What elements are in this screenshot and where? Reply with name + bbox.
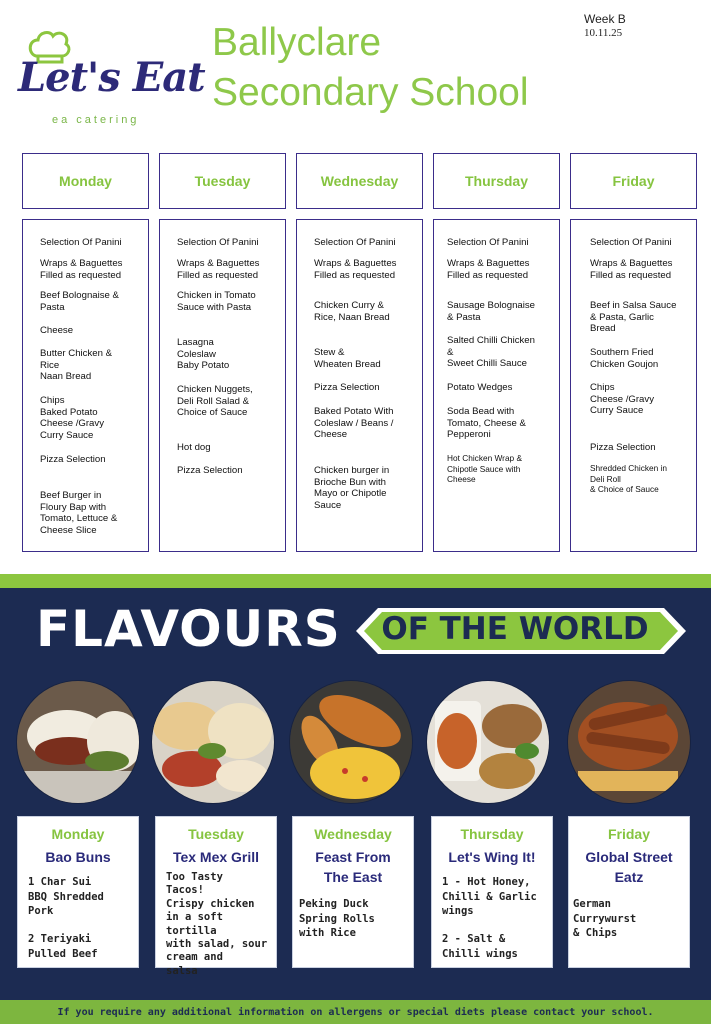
card-item: German Currywurst & Chips [573, 898, 637, 939]
menu-item: Baked Potato With Coleslaw / Beans / Cheese [314, 406, 394, 441]
menu-box-wednesday [296, 219, 423, 552]
menu-item: Soda Bead with Tomato, Cheese & Pepperoni [447, 406, 526, 441]
menu-item: Pizza Selection [40, 454, 106, 465]
menu-item: Chips Baked Potato Cheese /Gravy Curry Sauce [40, 395, 104, 441]
card-theme: Tex Mex Grill [172, 849, 260, 865]
day-header-thursday: Thursday [433, 153, 560, 209]
menu-item: Beef Bolognaise & Pasta [40, 290, 119, 313]
logo-subtitle: ea catering [52, 114, 140, 126]
menu-item: Hot Chicken Wrap & Chipotle Sauce with Cheese [447, 453, 523, 485]
day-header-tuesday: Tuesday [159, 153, 286, 209]
menu-item: Wraps & Baguettes Filled as requested [314, 258, 397, 281]
flavour-card-wednesday [292, 816, 414, 968]
bao-buns-photo [17, 681, 139, 803]
allergen-footer: If you require any additional information on allergens or special diets please contact your school. [0, 1000, 711, 1024]
day-header-monday: Monday [22, 153, 149, 209]
card-theme: Let's Wing It! [448, 849, 536, 865]
card-item: 2 Teriyaki Pulled Beef [28, 933, 98, 960]
menu-item: Chicken in Tomato Sauce with Pasta [177, 290, 256, 313]
card-day: Monday [51, 826, 105, 842]
flavour-card-tuesday [155, 816, 277, 977]
card-day: Thursday [460, 826, 524, 842]
menu-item: Cheese [40, 325, 74, 336]
menu-box-tuesday [159, 219, 286, 552]
menu-item: Wraps & Baguettes Filled as requested [177, 258, 260, 281]
menu-item: Sausage Bolognaise & Pasta [447, 300, 536, 323]
flavour-card-monday [17, 816, 139, 968]
chicken-wings-photo [427, 681, 549, 803]
menu-item: Selection Of Panini [177, 237, 259, 248]
menu-box-thursday [433, 219, 560, 552]
menu-box-friday [570, 219, 697, 552]
menu-date: 10.11.25 [584, 27, 623, 39]
menu-item: Wraps & Baguettes Filled as requested [40, 258, 123, 281]
day-header-friday: Friday [570, 153, 697, 209]
menu-item: Selection Of Panini [447, 237, 529, 248]
menu-item: Pizza Selection [314, 382, 380, 393]
menu-item: Selection Of Panini [40, 237, 122, 248]
spring-rolls-rice-photo [290, 681, 412, 803]
ribbon-text: OF THE WORLD [381, 611, 649, 647]
logo-wordmark: Let's Eat [18, 54, 205, 101]
menu-item: Chicken Curry & Rice, Naan Bread [314, 300, 390, 323]
card-day: Tuesday [188, 826, 244, 842]
card-day: Wednesday [314, 826, 392, 842]
menu-item: Pizza Selection [590, 442, 656, 453]
card-theme: Feast From The East [315, 849, 391, 885]
menu-item: Hot dog [177, 442, 211, 453]
menu-item: Selection Of Panini [590, 237, 672, 248]
menu-item: Salted Chilli Chicken & Sweet Chilli Sauce [447, 335, 535, 370]
menu-item: Chicken Nuggets, Deli Roll Salad & Choice of Sauce [177, 384, 253, 419]
menu-item: Beef in Salsa Sauce & Pasta, Garlic Bread [590, 300, 677, 335]
flavours-title: FLAVOURS [36, 600, 341, 658]
card-theme: Global Street Eatz [585, 849, 673, 885]
menu-item: Shredded Chicken in Deli Roll & Choice of Sauce [590, 463, 668, 495]
week-label: Week B [584, 12, 626, 26]
day-header-wednesday: Wednesday [296, 153, 423, 209]
menu-item: Butter Chicken & Rice Naan Bread [40, 348, 112, 383]
menu-item: Wraps & Baguettes Filled as requested [590, 258, 673, 281]
card-theme: Bao Buns [45, 849, 111, 865]
card-item: Too Tasty Tacos! Crispy chicken in a soft tortilla with salad, sour cream and salsa [166, 871, 268, 977]
menu-box-monday [22, 219, 149, 552]
card-item: 1 - Hot Honey, Chilli & Garlic wings [442, 876, 537, 917]
card-item: Peking Duck Spring Rolls with Rice [299, 898, 375, 939]
menu-item: Chicken burger in Brioche Bun with Mayo or Chipotle Sauce [314, 465, 390, 511]
card-item: 1 Char Sui BBQ Shredded Pork [28, 876, 104, 917]
flavour-card-thursday [431, 816, 553, 968]
menu-item: Potato Wedges [447, 382, 513, 393]
currywurst-chips-photo [568, 681, 690, 803]
menu-item: Beef Burger in Floury Bap with Tomato, Lettuce & Cheese Slice [40, 490, 118, 536]
menu-item: Southern Fried Chicken Goujon [590, 347, 659, 370]
card-day: Friday [607, 826, 650, 842]
menu-item: Selection Of Panini [314, 237, 396, 248]
menu-item: Pizza Selection [177, 465, 243, 476]
menu-item: Stew & Wheaten Bread [314, 347, 381, 370]
tex-mex-tacos-photo [152, 681, 274, 803]
flavour-card-friday [568, 816, 690, 968]
menu-item: Chips Cheese /Gravy Curry Sauce [590, 382, 654, 417]
school-name: Ballyclare Secondary School [212, 21, 529, 114]
card-item: 2 - Salt & Chilli wings [442, 933, 518, 960]
divider-strip [0, 574, 711, 588]
menu-item: Wraps & Baguettes Filled as requested [447, 258, 530, 281]
menu-item: Lasagna Coleslaw Baby Potato [177, 337, 230, 372]
